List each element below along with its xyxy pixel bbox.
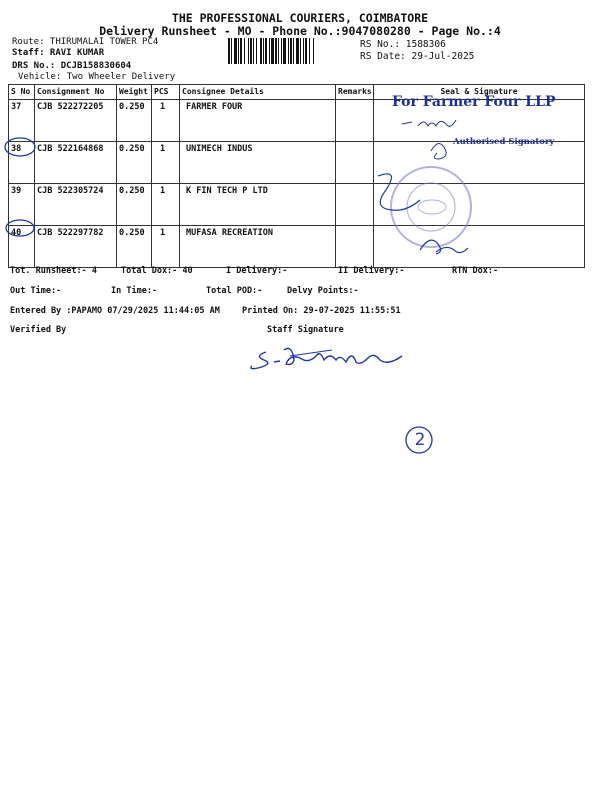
cell-weight: 0.250 <box>117 226 152 268</box>
cell-weight: 0.250 <box>117 100 152 142</box>
staff-label: Staff: RAVI KUMAR <box>12 48 105 58</box>
rs-number: RS No.: 1588306 <box>360 39 446 50</box>
runsheet-table <box>8 84 585 268</box>
authorised-signatory-stamp: Authorised Signatory <box>453 137 555 147</box>
rtn-dox: RTN Dox:- <box>452 266 499 276</box>
cell-remarks <box>336 226 374 268</box>
company-title: THE PROFESSIONAL COURIERS, COIMBATORE <box>171 11 429 25</box>
cell-consignee: K FIN TECH P LTD <box>180 184 336 226</box>
cell-pcs: 1 <box>152 184 180 226</box>
cell-remarks <box>336 184 374 226</box>
cell-pcs: 1 <box>152 226 180 268</box>
handwritten-page-number: 2 <box>414 430 426 450</box>
cell-seal <box>374 226 585 268</box>
printed-on: Printed On: 29-07-2025 11:55:51 <box>242 306 401 316</box>
cell-consignment: CJB 522297782 <box>35 226 117 268</box>
staff-signature-label: Staff Signature <box>267 325 344 335</box>
staff-signature <box>251 348 402 368</box>
cell-sno: 37 <box>9 100 35 142</box>
cell-remarks <box>336 100 374 142</box>
verified-by: Verified By <box>10 325 67 335</box>
barcode-image <box>228 38 352 64</box>
col-header-seal: Seal & Signature <box>374 85 585 100</box>
cell-sno: 40 <box>9 226 35 268</box>
cell-pcs: 1 <box>152 142 180 184</box>
cell-consignment: CJB 522272205 <box>35 100 117 142</box>
delvy-points: Delvy Points:- <box>287 286 359 296</box>
col-header-consignee: Consignee Details <box>180 85 336 100</box>
cell-remarks <box>336 142 374 184</box>
drs-number: DRS No.: DCJB158830604 <box>12 61 132 71</box>
i-delivery: I Delivery:- <box>226 266 288 276</box>
cell-consignee: UNIMECH INDUS <box>180 142 336 184</box>
cell-consignment: CJB 522164868 <box>35 142 117 184</box>
cell-consignee: MUFASA RECREATION <box>180 226 336 268</box>
table-row <box>9 226 585 268</box>
cell-seal <box>374 142 585 184</box>
vehicle-label: Vehicle: Two Wheeler Delivery <box>18 72 176 82</box>
out-time: Out Time:- <box>10 286 62 296</box>
entered-by: Entered By :PAPAMO 07/29/2025 11:44:05 AM <box>10 306 220 316</box>
cell-seal <box>374 184 585 226</box>
tot-runsheet: Tot. Runsheet:- 4 <box>10 266 97 276</box>
cell-sno: 38 <box>9 142 35 184</box>
runsheet-subtitle: Delivery Runsheet - MO - Phone No.:9047080280 - Page No.:4 <box>99 24 501 38</box>
col-header-weight: Weight <box>117 85 152 100</box>
rs-date: RS Date: 29-Jul-2025 <box>360 51 475 62</box>
cell-pcs: 1 <box>152 100 180 142</box>
in-time: In Time:- <box>111 286 158 296</box>
col-header-consignment: Consignment No <box>35 85 117 100</box>
cell-consignment: CJB 522305724 <box>35 184 117 226</box>
table-row <box>9 142 585 184</box>
total-dox: Total Dox:- 40 <box>121 266 193 276</box>
col-header-pcs: PCS <box>152 85 180 100</box>
route-label: Route: THIRUMALAI TOWER PC4 <box>12 37 159 47</box>
col-header-sno: S No <box>9 85 35 100</box>
cell-sno: 39 <box>9 184 35 226</box>
total-pod: Total POD:- <box>206 286 263 296</box>
cell-weight: 0.250 <box>117 184 152 226</box>
table-row <box>9 184 585 226</box>
ii-delivery: II Delivery:- <box>338 266 405 276</box>
company-stamp-text: For Farmer Four LLP <box>392 94 556 110</box>
col-header-remarks: Remarks <box>336 85 374 100</box>
cell-weight: 0.250 <box>117 142 152 184</box>
cell-consignee: FARMER FOUR <box>180 100 336 142</box>
